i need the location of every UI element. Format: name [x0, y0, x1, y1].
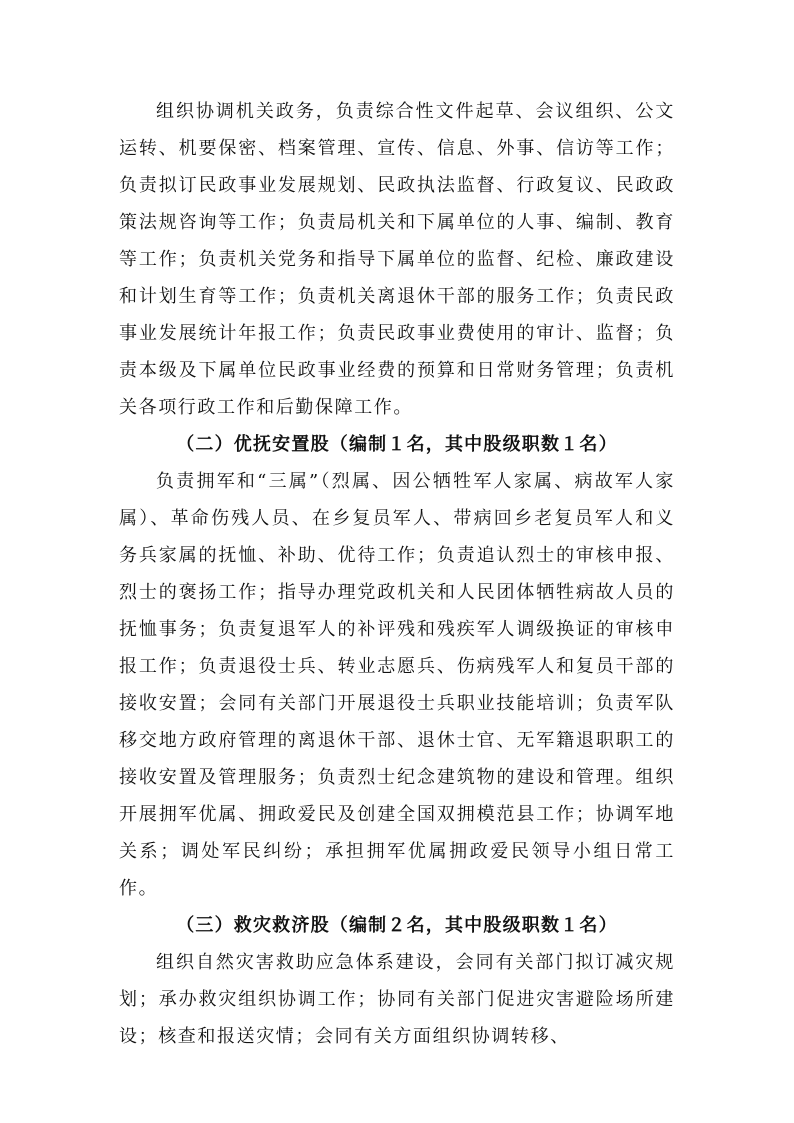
document-body [119, 93, 675, 1055]
section-3-heading: （三）救灾救济股（编制２名，其中股级职数１名） [176, 915, 618, 936]
section-2-paragraph: 负责拥军和“三属”（烈属、因公牺牲军人家属、病故军人家属）、革命伤残人员、在乡复员军人、带病回乡老复员军人和义务兵家属的抚恤、补助、优待工作；负责追认烈士的审核申报、烈士的褒扬工作；指导办理党政机关和人民团体牺牲病故人员的抚恤事务；负责复退军人的补评残和残疾军人调级换证的审核申报工作；负责退役士兵、转业志愿兵、伤病残军人和复员干部的接收安置；会同有关部门开展退役士兵职业技能培训；负责军队移交地方政府管理的离退休干部、退休士官、无军籍退职职工的接收安置及管理服务；负责烈士纪念建筑物的建设和管理。组织开展拥军优属、拥政爱民及创建全国双拥模范县工作；协调军地关系；调处军民纠纷；承担拥军优属拥政爱民领导小组日常工作。 [119, 471, 675, 899]
section-2-heading: （二）优抚安置股（编制１名，其中股级职数１名） [176, 434, 618, 455]
section-3-paragraph: 组织自然灾害救助应急体系建设，会同有关部门拟订减灾规划；承办救灾组织协调工作；协同有关部门促进灾害避险场所建设；核查和报送灾情；会同有关方面组织协调转移、 [119, 952, 675, 1047]
section-1-paragraph: 组织协调机关政务，负责综合性文件起草、会议组织、公文运转、机要保密、档案管理、宣传、信息、外事、信访等工作；负责拟订民政事业发展规划、民政执法监督、行政复议、民政政策法规咨询等工作；负责局机关和下属单位的人事、编制、教育等工作；负责机关党务和指导下属单位的监督、纪检、廉政建设和计划生育等工作；负责机关离退休干部的服务工作；负责民政事业发展统计年报工作；负责民政事业费使用的审计、监督；负责本级及下属单位民政事业经费的预算和日常财务管理；负责机关各项行政工作和后勤保障工作。 [119, 101, 675, 418]
